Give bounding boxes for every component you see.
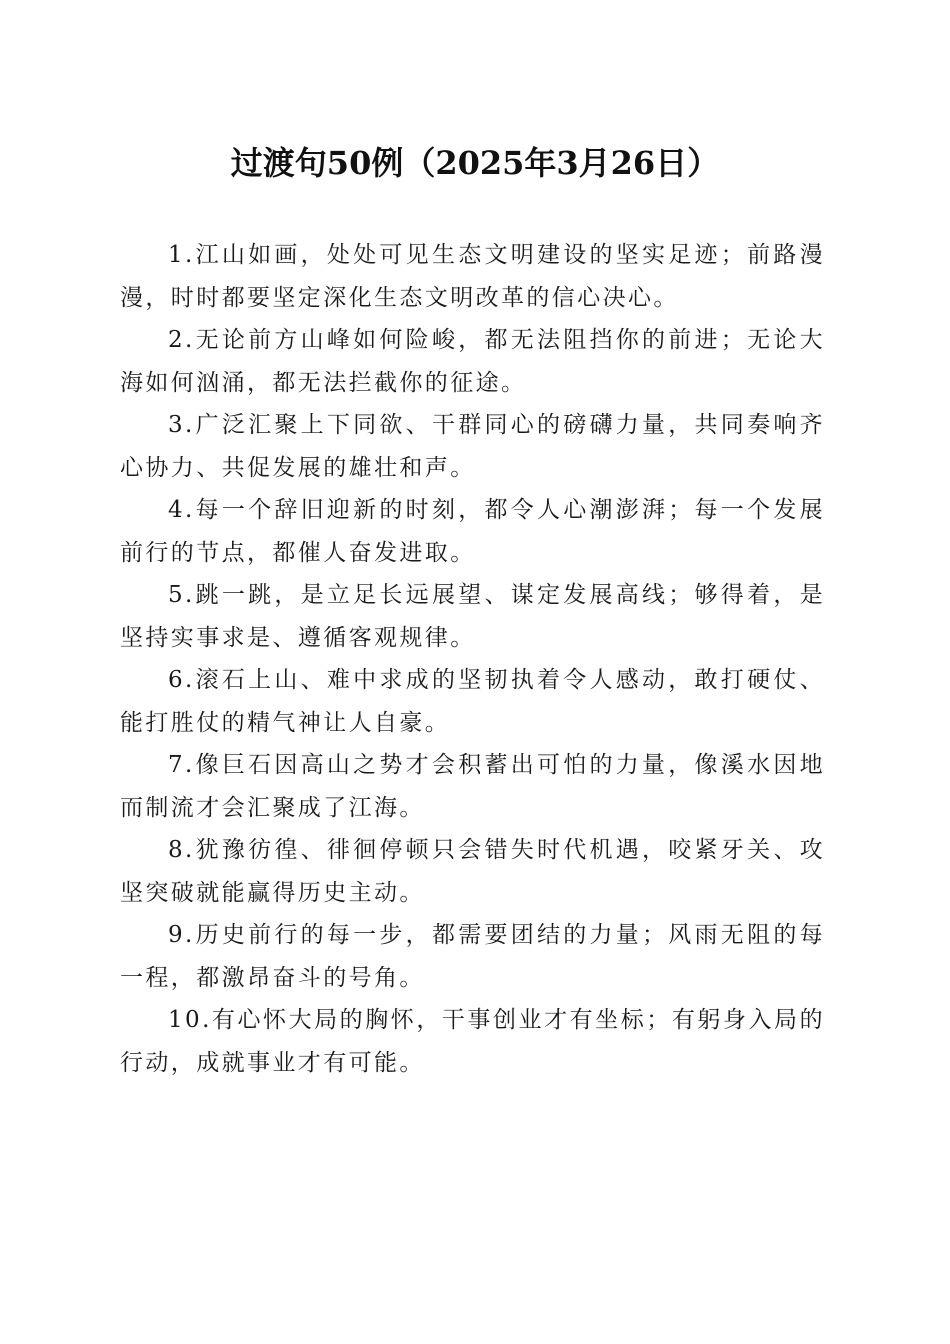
paragraph-3: 3.广泛汇聚上下同欲、干群同心的磅礴力量，共同奏响齐心协力、共促发展的雄壮和声。: [120, 412, 825, 481]
document-body: [120, 234, 825, 1084]
paragraph-5: 5.跳一跳，是立足长远展望、谋定发展高线；够得着，是坚持实事求是、遵循客观规律。: [120, 582, 825, 651]
paragraph-4: 4.每一个辞旧迎新的时刻，都令人心潮澎湃；每一个发展前行的节点，都催人奋发进取。: [120, 497, 825, 566]
paragraph-7: 7.像巨石因高山之势才会积蓄出可怕的力量，像溪水因地而制流才会汇聚成了江海。: [120, 752, 825, 821]
page-title: 过渡句50例（2025年3月26日）: [230, 144, 720, 182]
paragraph-8: 8.犹豫彷徨、徘徊停顿只会错失时代机遇，咬紧牙关、攻坚突破就能赢得历史主动。: [120, 837, 825, 906]
paragraph-1: 1.江山如画，处处可见生态文明建设的坚实足迹；前路漫漫，时时都要坚定深化生态文明改革的信心决心。: [120, 242, 825, 311]
paragraph-10: 10.有心怀大局的胸怀，干事创业才有坐标；有躬身入局的行动，成就事业才有可能。: [120, 1007, 825, 1076]
paragraph-6: 6.滚石上山、难中求成的坚韧执着令人感动，敢打硬仗、能打胜仗的精气神让人自豪。: [120, 667, 825, 736]
paragraph-2: 2.无论前方山峰如何险峻，都无法阻挡你的前进；无论大海如何汹涌，都无法拦截你的征途。: [120, 327, 825, 396]
paragraph-9: 9.历史前行的每一步，都需要团结的力量；风雨无阻的每一程，都激昂奋斗的号角。: [120, 922, 825, 991]
